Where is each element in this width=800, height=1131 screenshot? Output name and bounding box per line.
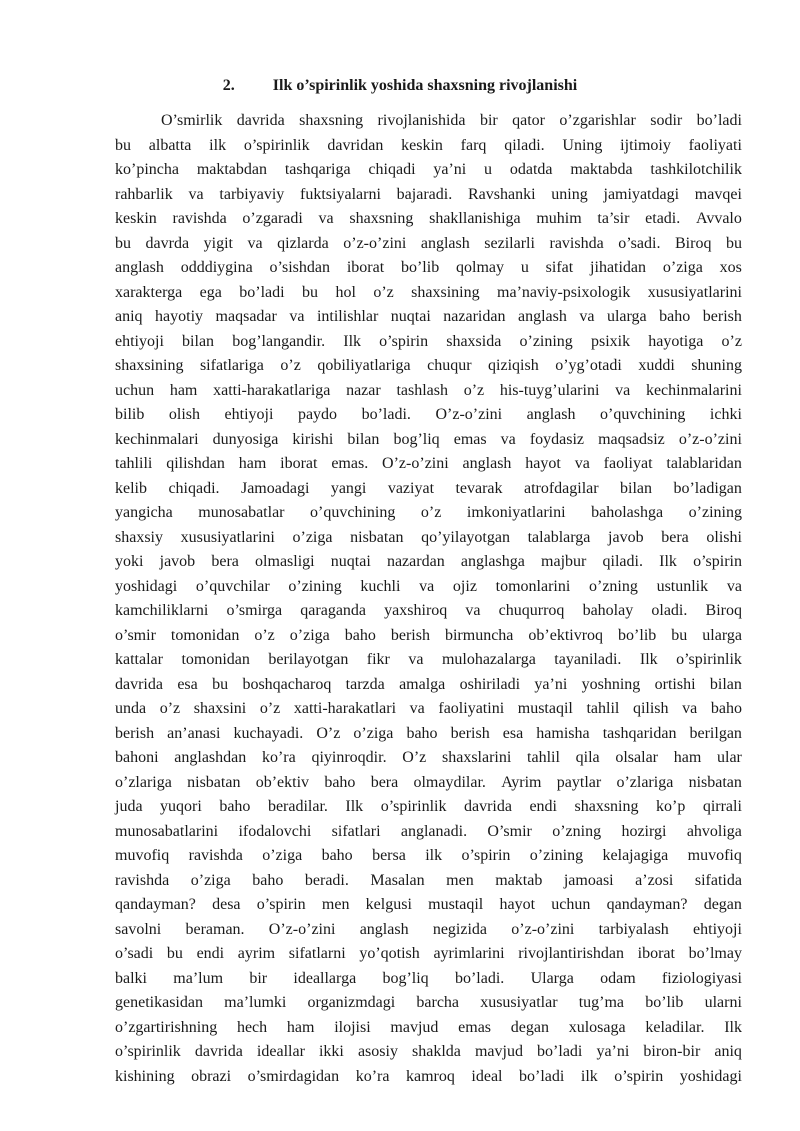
text-line: anglash odddiygina o’sishdan iborat bo’lib qolmay u sifat jihatidan o’ziga xos — [115, 259, 742, 276]
text-line: unda o’z shaxsini o’z xatti-harakatlari va faoliyatini mustaqil tahlil qilish va baho — [115, 700, 742, 717]
text-line: yoki javob bera olmasligi nuqtai nazardan anglashga majbur qiladi. Ilk o’spirin — [115, 553, 742, 570]
text-line: ko’pincha maktabdan tashqariga chiqadi ya’ni u odatda maktabda tashkilotchilik — [115, 161, 742, 178]
text-line: qandayman? desa o’spirin men kelgusi mustaqil hayot uchun qandayman? degan — [115, 896, 742, 913]
text-line: xarakterga ega bo’ladi bu hol o’z shaxsining ma’naviy-psixologik xususiyatlarini — [115, 283, 742, 301]
text-line: kattalar tomonidan berilayotgan fikr va mulohazalarga tayaniladi. Ilk o’spirinlik — [115, 651, 742, 668]
text-line: balki ma’lum bir ideallarga bog’liq bo’ladi. Ularga odam fiziologiyasi — [115, 969, 742, 987]
text-line: genetikasidan ma’lumki organizmdagi barcha xususiyatlar tug’ma bo’lib ularni — [115, 994, 742, 1011]
text-line: bu davrda yigit va qizlarda o’z-o’zini anglash sezilarli ravishda o’sadi. Biroq bu — [115, 234, 742, 252]
text-line: O’smirlik davrida shaxsning rivojlanishida bir qator o’zgarishlar sodir bo’ladi — [161, 112, 742, 129]
text-line: o’zlariga nisbatan ob’ektiv baho bera olmaydilar. Ayrim paytlar o’zlariga nisbatan — [115, 773, 742, 791]
text-line: davrida esa bu boshqacharoq tarzda amalga oshiriladi ya’ni yoshning ortishi bilan — [115, 675, 742, 693]
text-line: shaxsiy xususiyatlarini o’ziga nisbatan qo’yilayotgan talablarga javob bera olishi — [115, 528, 742, 546]
text-line: tahlili qilishdan ham iborat emas. O’z-o’zini anglash hayot va faoliyat talablaridan — [115, 455, 742, 472]
text-line: o’sadi bu endi ayrim sifatlarni yo’qotish ayrimlarini rivojlantirishdan iborat bo’lmay — [115, 945, 742, 962]
text-line: o’smir tomonidan o’z o’ziga baho berish birmuncha ob’ektivroq bo’lib bu ularga — [115, 626, 742, 644]
section-heading — [0, 76, 800, 96]
text-line: bahoni anglashdan ko’ra qiyinroqdir. O’z shaxslarini tahlil qila olsalar ham ular — [115, 749, 742, 766]
text-line: ravishda o’ziga baho beradi. Masalan men maktab jamoasi a’zosi sifatida — [115, 871, 742, 889]
text-line: yangicha munosabatlar o’quvchining o’z imkoniyatlarini baholashga o’zining — [115, 504, 742, 521]
text-line: juda yuqori baho beradilar. Ilk o’spirinlik davrida endi shaxsning ko’p qirrali — [115, 798, 742, 815]
text-line: munosabatlarini ifodalovchi sifatlari anglanadi. O’smir o’zning hozirgi ahvoliga — [115, 822, 742, 840]
text-line: muvofiq ravishda o’ziga baho bersa ilk o’spirin o’zining kelajagiga muvofiq — [115, 847, 742, 864]
text-line: yoshidagi o’quvchilar o’zining kuchli va ojiz tomonlarini o’zning ustunlik va — [115, 577, 742, 595]
text-line: ehtiyoji bilan bog’langandir. Ilk o’spirin shaxsida o’zining psixik hayotiga o’z — [115, 332, 742, 350]
text-line: uchun ham xatti-harakatlariga nazar tashlash o’z his-tuyg’ularini va kechinmalarini — [115, 381, 742, 399]
text-line: kamchiliklarni o’smirga qaraganda yaxshiroq va chuqurroq baholay oladi. Biroq — [115, 602, 742, 619]
text-line: aniq hayotiy maqsadar va intilishlar nuqtai nazaridan anglash va ularga baho berish — [115, 308, 742, 325]
text-line: kelib chiqadi. Jamoadagi yangi vaziyat tevarak atrofdagilar bilan bo’ladigan — [115, 479, 742, 497]
text-line: bu albatta ilk o’spirinlik davridan keskin farq qiladi. Uning ijtimoiy faoliyati — [115, 136, 742, 154]
body-text — [115, 109, 742, 1089]
text-line: berish an’anasi kuchayadi. O’z o’ziga baho berish esa hamisha tashqaridan berilgan — [115, 724, 742, 742]
text-line: rahbarlik va tarbiyaviy fuktsiyalarni bajaradi. Ravshanki uning jamiyatdagi mavqei — [115, 185, 742, 203]
text-line: kishining obrazi o’smirdagidan ko’ra kamroq ideal bo’ladi ilk o’spirin yoshidagi — [115, 1067, 742, 1085]
text-line: savolni beraman. O’z-o’zini anglash negizida o’z-o’zini tarbiyalash ehtiyoji — [115, 920, 742, 938]
section-title: Ilk o’spirinlik yoshida shaxsning rivojlanishi — [272, 77, 578, 94]
section-number: 2. — [222, 77, 235, 94]
text-line: kechinmalari dunyosiga kirishi bilan bog’liq emas va foydasiz maqsadsiz o’z-o’zini — [115, 430, 742, 448]
text-line: shaxsining sifatlariga o’z qobiliyatlariga chuqur qiziqish o’yg’otadi xuddi shuning — [115, 357, 742, 374]
text-line: bilib olish ehtiyoji paydo bo’ladi. O’z-o’zini anglash o’quvchining ichki — [115, 406, 742, 423]
text-line: keskin ravishda o’zgaradi va shaxsning shakllanishiga muhim ta’sir etadi. Avvalo — [115, 210, 742, 227]
text-line: o’zgartirishning hech ham ilojisi mavjud emas degan xulosaga keladilar. Ilk — [115, 1018, 742, 1036]
text-line: o’spirinlik davrida ideallar ikki asosiy shaklda mavjud bo’ladi ya’ni biron-bir aniq — [115, 1043, 742, 1060]
